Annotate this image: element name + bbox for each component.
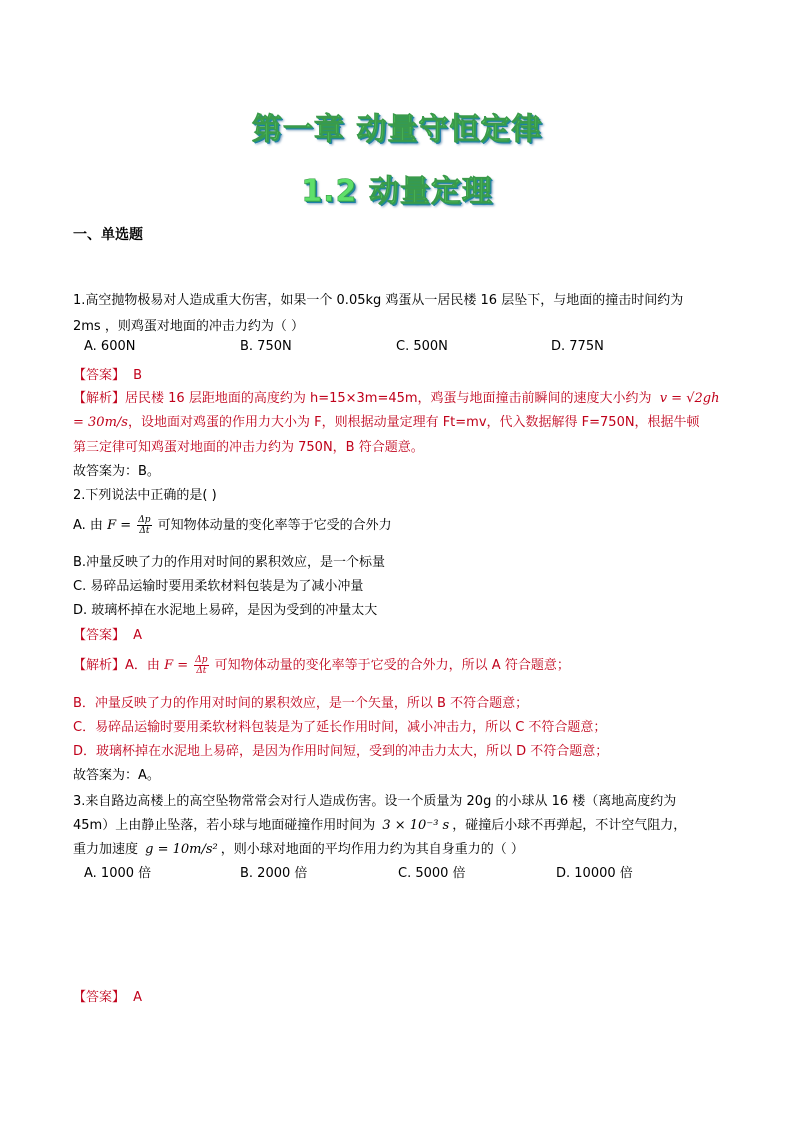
q2-analysis-b: B．冲量反映了力的作用对时间的累积效应，是一个矢量，所以 B 不符合题意； [73, 696, 529, 711]
q2-analysis-c: C．易碎品运输时要用柔软材料包装是为了延长作用时间，减小冲击力，所以 C 不符合题意； [73, 720, 607, 735]
q1-stem-line1: 1.高空抛物极易对人造成重大伤害，如果一个 0.05kg 鸡蛋从一居民楼 16 层坠下，与地面的撞击时间约为 [73, 293, 684, 308]
q2-option-b[interactable]: B.冲量反映了力的作用对时间的累积效应，是一个标量 [73, 555, 386, 570]
q2-option-a[interactable] [73, 514, 392, 536]
gravity-formula: g = 10m/s² [145, 842, 218, 857]
analysis-suffix: 可知物体动量的变化率等于它受的合外力，所以 A 符合题意； [214, 658, 570, 673]
q3-stem-line1: 3.来自路边高楼上的高空坠物常常会对行人造成伤害。设一个质量为 20g 的小球从 16 楼（离地高度约为 [73, 794, 677, 809]
q2-answer [73, 624, 142, 643]
stem-text: ，则小球对地面的平均作用力约为其自身重力的（ ） [220, 842, 524, 857]
stem-text: 45m）上由静止坠落，若小球与地面碰撞作用时间为 [73, 818, 376, 833]
q1-option-a[interactable]: A. 600N [84, 339, 136, 354]
q3-stem-line2 [73, 814, 686, 833]
q3-option-a[interactable]: A. 1000 倍 [84, 866, 152, 881]
q2-stem: 2.下列说法中正确的是( ) [73, 488, 217, 503]
velocity-formula: v = √2gh [659, 391, 720, 406]
q1-option-b[interactable]: B. 750N [240, 339, 292, 354]
q3-stem-line3 [73, 838, 524, 857]
answer-value: B [133, 368, 143, 383]
q2-option-c[interactable]: C. 易碎品运输时要用柔软材料包装是为了减小冲量 [73, 579, 364, 594]
answer-label: 【答案】 [73, 368, 126, 383]
q2-analysis-d: D．玻璃杯掉在水泥地上易碎，是因为作用时间短，受到的冲击力太大，所以 D 不符合题意； [73, 744, 609, 759]
analysis-label: 【解析】 [73, 658, 126, 673]
fraction-denominator: Δt [196, 666, 207, 676]
option-suffix: 可知物体动量的变化率等于它受的合外力 [157, 518, 392, 533]
q1-option-d[interactable]: D. 775N [551, 339, 604, 354]
time-formula: 3 × 10⁻³ s [382, 818, 450, 833]
q3-answer [73, 986, 142, 1005]
velocity-value: = 30m/s [73, 415, 128, 430]
section-heading: 一、单选题 [73, 227, 143, 243]
q3-option-b[interactable]: B. 2000 倍 [240, 866, 308, 881]
q1-analysis-line3: 第三定律可知鸡蛋对地面的冲击力约为 750N，B 符合题意。 [73, 440, 424, 455]
q1-analysis-line2 [73, 411, 700, 430]
answer-value: A [133, 628, 143, 643]
answer-value: A [133, 990, 143, 1005]
q2-option-d[interactable]: D. 玻璃杯掉在水泥地上易碎，是因为受到的冲量太大 [73, 603, 378, 618]
stem-text: 重力加速度 [73, 842, 139, 857]
fraction-numerator: Δp [138, 515, 151, 525]
answer-label: 【答案】 [73, 990, 126, 1005]
q1-conclusion: 故答案为：B。 [73, 464, 160, 479]
fraction [137, 515, 151, 536]
stem-text: ，碰撞后小球不再弹起，不计空气阻力， [452, 818, 687, 833]
analysis-text: ，设地面对鸡蛋的作用力大小为 F，则根据动量定理有 Ft=mv，代入数据解得 F=750N，根据牛顿 [127, 415, 700, 430]
q2-conclusion: 故答案为：A。 [73, 768, 160, 783]
analysis-text: 居民楼 16 层距地面的高度约为 h=15×3m=45m，鸡蛋与地面撞击前瞬间的速度大小约为 [125, 391, 652, 406]
q1-analysis-line1 [73, 387, 719, 406]
analysis-prefix: A．由 [125, 658, 160, 673]
fraction-denominator: Δt [139, 526, 150, 536]
fraction [194, 655, 208, 676]
q1-stem-line2: 2ms ，则鸡蛋对地面的冲击力约为（ ） [73, 319, 304, 334]
section-title: 1.2 动量定理 [301, 174, 493, 209]
formula-lhs: F = [107, 518, 132, 533]
q2-analysis-a [73, 654, 570, 676]
q3-option-c[interactable]: C. 5000 倍 [398, 866, 466, 881]
q3-option-d[interactable]: D. 10000 倍 [556, 866, 633, 881]
option-prefix: A. 由 [73, 518, 103, 533]
analysis-label: 【解析】 [73, 391, 126, 406]
formula-lhs: F = [164, 658, 189, 673]
fraction-numerator: Δp [195, 655, 208, 665]
q1-answer [73, 364, 142, 383]
answer-label: 【答案】 [73, 628, 126, 643]
q1-option-c[interactable]: C. 500N [396, 339, 448, 354]
chapter-title: 第一章 动量守恒定律 [251, 112, 543, 147]
